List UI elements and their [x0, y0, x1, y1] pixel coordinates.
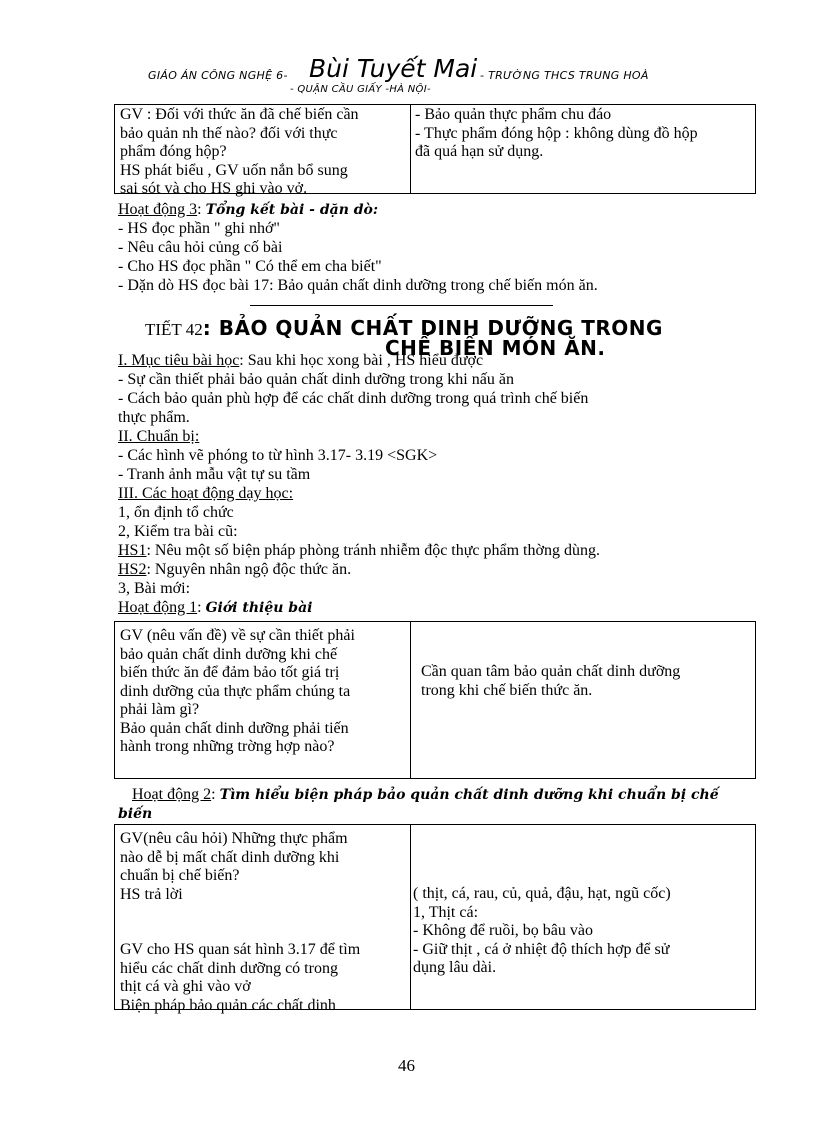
step-item: 2, Kiểm tra bài cũ:	[118, 523, 238, 540]
hs1-line	[118, 541, 600, 560]
activity1-heading	[118, 598, 600, 618]
objectives-heading: I. Mục tiêu bài học	[118, 352, 240, 369]
text-line: ( thịt, cá, rau, củ, quả, đậu, hạt, ngũ cốc)	[413, 885, 671, 902]
text-line: dinh dưỡng của thực phẩm chúng ta	[120, 682, 351, 700]
table-preservation	[114, 824, 756, 1014]
text-line: 1, Thịt cá:	[413, 903, 479, 921]
activity2-title-line2: biến	[118, 806, 153, 822]
text-line: Biện pháp bảo quản các chất dinh	[120, 996, 336, 1014]
activity2-label: Hoạt động 2	[132, 786, 212, 803]
header-right: - TRƯỜNG THCS TRUNG HOÀ	[480, 69, 649, 82]
hs1-text: : Nêu một số biện pháp phòng tránh nhiễm độc thực phẩm thờng dùng.	[146, 542, 600, 559]
table-introduction	[114, 621, 756, 779]
activity2-line1	[132, 785, 732, 805]
text-line: chuẩn bị chế biến?	[120, 867, 240, 884]
text-line: nào dễ bị mất chất dinh dưỡng khi	[120, 848, 340, 866]
section-divider	[250, 305, 553, 306]
table-left-cell	[120, 627, 355, 757]
text-line: GV(nêu câu hỏi) Những thực phẩm	[120, 830, 348, 847]
text-line: trong khi chế biến thức ăn.	[421, 681, 593, 699]
text-line: bảo quản nh thế nào? đối với thực	[120, 124, 338, 142]
list-item: thực phẩm.	[118, 409, 190, 426]
hs1-label: HS1	[118, 542, 147, 559]
text-line: - Thực phẩm đóng hộp : không dùng đồ hộp	[415, 124, 698, 142]
text-line: Cần quan tâm bảo quản chất dinh dưỡng	[421, 663, 681, 680]
text-line: thịt cá và ghi vào vở	[120, 978, 251, 995]
header-left: GIÁO ÁN CÔNG NGHỆ 6-	[148, 69, 288, 82]
list-item: - Dặn dò HS đọc bài 17: Bảo quản chất dinh dưỡng trong chế biến món ăn.	[118, 277, 598, 294]
list-item: - Các hình vẽ phóng to từ hình 3.17- 3.19 <SGK>	[118, 447, 438, 464]
text-line: dụng lâu dài.	[413, 959, 497, 976]
table-right-cell	[413, 885, 671, 978]
objectives-section	[118, 351, 600, 618]
lesson-number: TIẾT 42	[145, 320, 203, 339]
table-divider	[410, 825, 411, 1009]
objectives-intro: : Sau khi học xong bài , HS hiểu được	[239, 352, 484, 369]
colon: :	[197, 599, 206, 616]
table-divider	[410, 105, 411, 193]
activity3-heading	[118, 200, 378, 220]
step-item: 3, Bài mới:	[118, 580, 191, 597]
text-line: GV (nêu vấn đề) về sự cần thiết phải	[120, 627, 355, 644]
text-line: sai sót và cho HS ghi vào vở.	[120, 180, 308, 197]
text-line: hành trong những trờng hợp nào?	[120, 738, 335, 755]
text-line: phẩm đóng hộp?	[120, 143, 227, 160]
text-line: - Giữ thịt , cá ở nhiệt độ thích hợp để sử	[413, 940, 670, 958]
text-line: đã quá hạn sử dụng.	[415, 143, 544, 160]
table-right-cell	[415, 106, 698, 162]
text-line: - Không để ruồi, bọ bâu vào	[413, 922, 593, 939]
activity3-title: Tổng kết bài - dặn dò:	[205, 202, 379, 218]
text-line: biến thức ăn để đảm bảo tốt giá trị	[120, 664, 340, 681]
list-item: - Cho HS đọc phần " Có thể em cha biết"	[118, 258, 382, 275]
list-item: - Sự cần thiết phải bảo quản chất dinh dưỡng trong khi nấu ăn	[118, 371, 514, 388]
preparation-heading: II. Chuẩn bị:	[118, 428, 200, 445]
table-storage-continued	[114, 104, 756, 197]
text-line: Bảo quản chất dinh dưỡng phải tiến	[120, 719, 349, 737]
step-item: 1, ổn định tổ chức	[118, 504, 234, 521]
header-sub: - QUẬN CẦU GIẤY -HÀ NỘI-	[290, 84, 431, 95]
hs2-line	[118, 560, 600, 579]
list-item: - Nêu câu hỏi củng cố bài	[118, 239, 283, 256]
text-line: GV : Đối với thức ăn đã chế biến cần	[120, 106, 359, 123]
list-item: - HS đọc phần " ghi nhớ"	[118, 220, 280, 237]
list-item: - Tranh ảnh mẫu vật tự su tầm	[118, 466, 311, 483]
lesson-title-line1: : BẢO QUẢN CHẤT DINH DƯỠNG TRONG	[202, 316, 663, 340]
activities-heading: III. Các hoạt động dạy học:	[118, 485, 294, 502]
text-line: phải làm gì?	[120, 701, 200, 718]
colon: :	[211, 786, 220, 803]
table-right-cell	[421, 663, 680, 700]
text-line: - Bảo quản thực phẩm chu đáo	[415, 106, 612, 123]
hs2-text: : Nguyên nhân ngộ độc thức ăn.	[146, 561, 352, 578]
header-author: Bùi Tuyết Mai	[309, 54, 478, 83]
text-line: bảo quản chất dinh dưỡng khi chế	[120, 645, 338, 663]
activity3-label: Hoạt động 3	[118, 201, 198, 218]
page-number: 46	[398, 1056, 415, 1075]
text-line: hiểu các chất dinh dưỡng có trong	[120, 959, 338, 977]
table-left-cell	[120, 106, 359, 199]
activity2-title-line1: Tìm hiểu biện pháp bảo quản chất dinh dưỡng khi chuẩn bị chế	[219, 787, 719, 803]
text-line: GV cho HS quan sát hình 3.17 để tìm	[120, 941, 361, 958]
text-line: HS phát biểu , GV uốn nắn bổ sung	[120, 161, 348, 179]
activity1-title: Giới thiệu bài	[205, 600, 313, 616]
lesson-title-line2: CHẾ BIẾN MÓN ĂN.	[385, 336, 606, 360]
table-left-cell	[120, 830, 360, 1015]
text-line: HS trả lời	[120, 885, 183, 903]
objectives-heading-line	[118, 351, 600, 370]
list-item: - Cách bảo quản phù hợp để các chất dinh dưỡng trong quá trình chế biến	[118, 390, 589, 407]
colon: :	[197, 201, 206, 218]
page-header	[0, 54, 816, 94]
activity2-heading	[118, 785, 732, 824]
text-line	[120, 923, 360, 942]
hs2-label: HS2	[118, 561, 147, 578]
table-divider	[410, 622, 411, 778]
activity1-label: Hoạt động 1	[118, 599, 198, 616]
text-line	[120, 904, 360, 923]
activity3-list	[118, 219, 598, 295]
